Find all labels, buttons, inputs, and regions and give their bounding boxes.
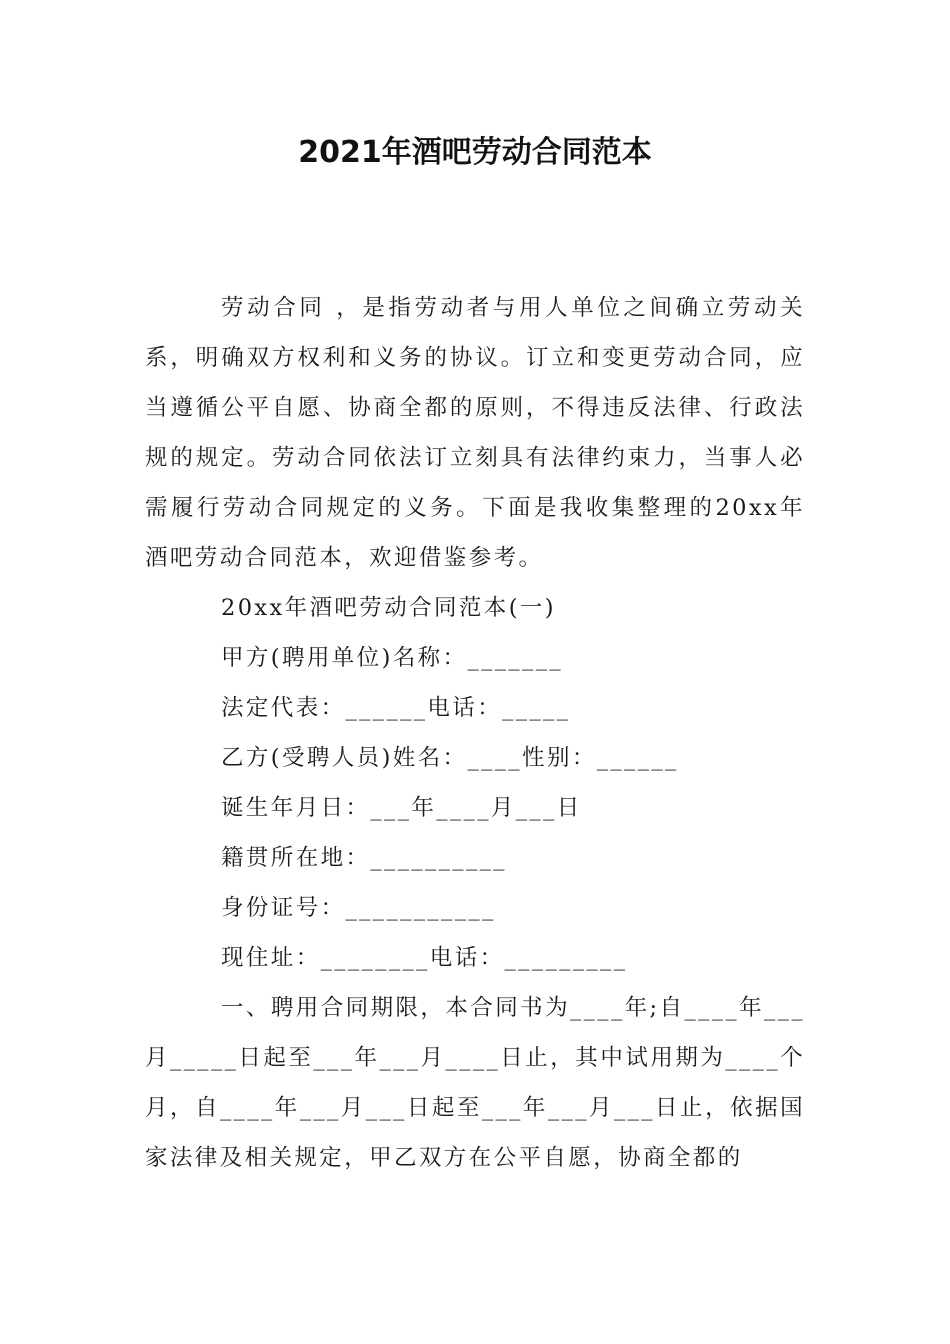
field-party-b-name: 乙方(受聘人员)姓名：____性别：______ [221,745,679,771]
field-party-a-name: 甲方(聘用单位)名称：_______ [221,645,564,671]
field-native-place: 籍贯所在地：__________ [221,845,507,871]
field-id-number: 身份证号：___________ [221,895,496,921]
field-current-address: 现住址：________电话：_________ [221,945,628,971]
field-legal-representative: 法定代表：______电话：_____ [221,695,571,721]
section-heading: 20xx年酒吧劳动合同范本(一) [221,595,556,621]
document-body [145,283,805,1183]
field-birth-date: 诞生年月日：___年____月___日 [221,795,582,821]
clause-1-paragraph: 一、聘用合同期限，本合同书为____年;自____年___月_____日起至___年___月____日止，其中试用期为____个月，自____年___月___日起至___年___月___日止，依据国家法律及相关规定，甲乙双方在公平自愿，协商全都的 [145,995,805,1171]
document-title: 2021年酒吧劳动合同范本 [298,135,652,170]
intro-paragraph: 劳动合同 ，是指劳动者与用人单位之间确立劳动关系，明确双方权利和义务的协议。订立和变更劳动合同，应当遵循公平自愿、协商全都的原则，不得违反法律、行政法规的规定。劳动合同依法订立刻具有法律约束力，当事人必需履行劳动合同规定的义务。下面是我收集整理的20xx年酒吧劳动合同范本，欢迎借鉴参考。 [145,295,805,571]
